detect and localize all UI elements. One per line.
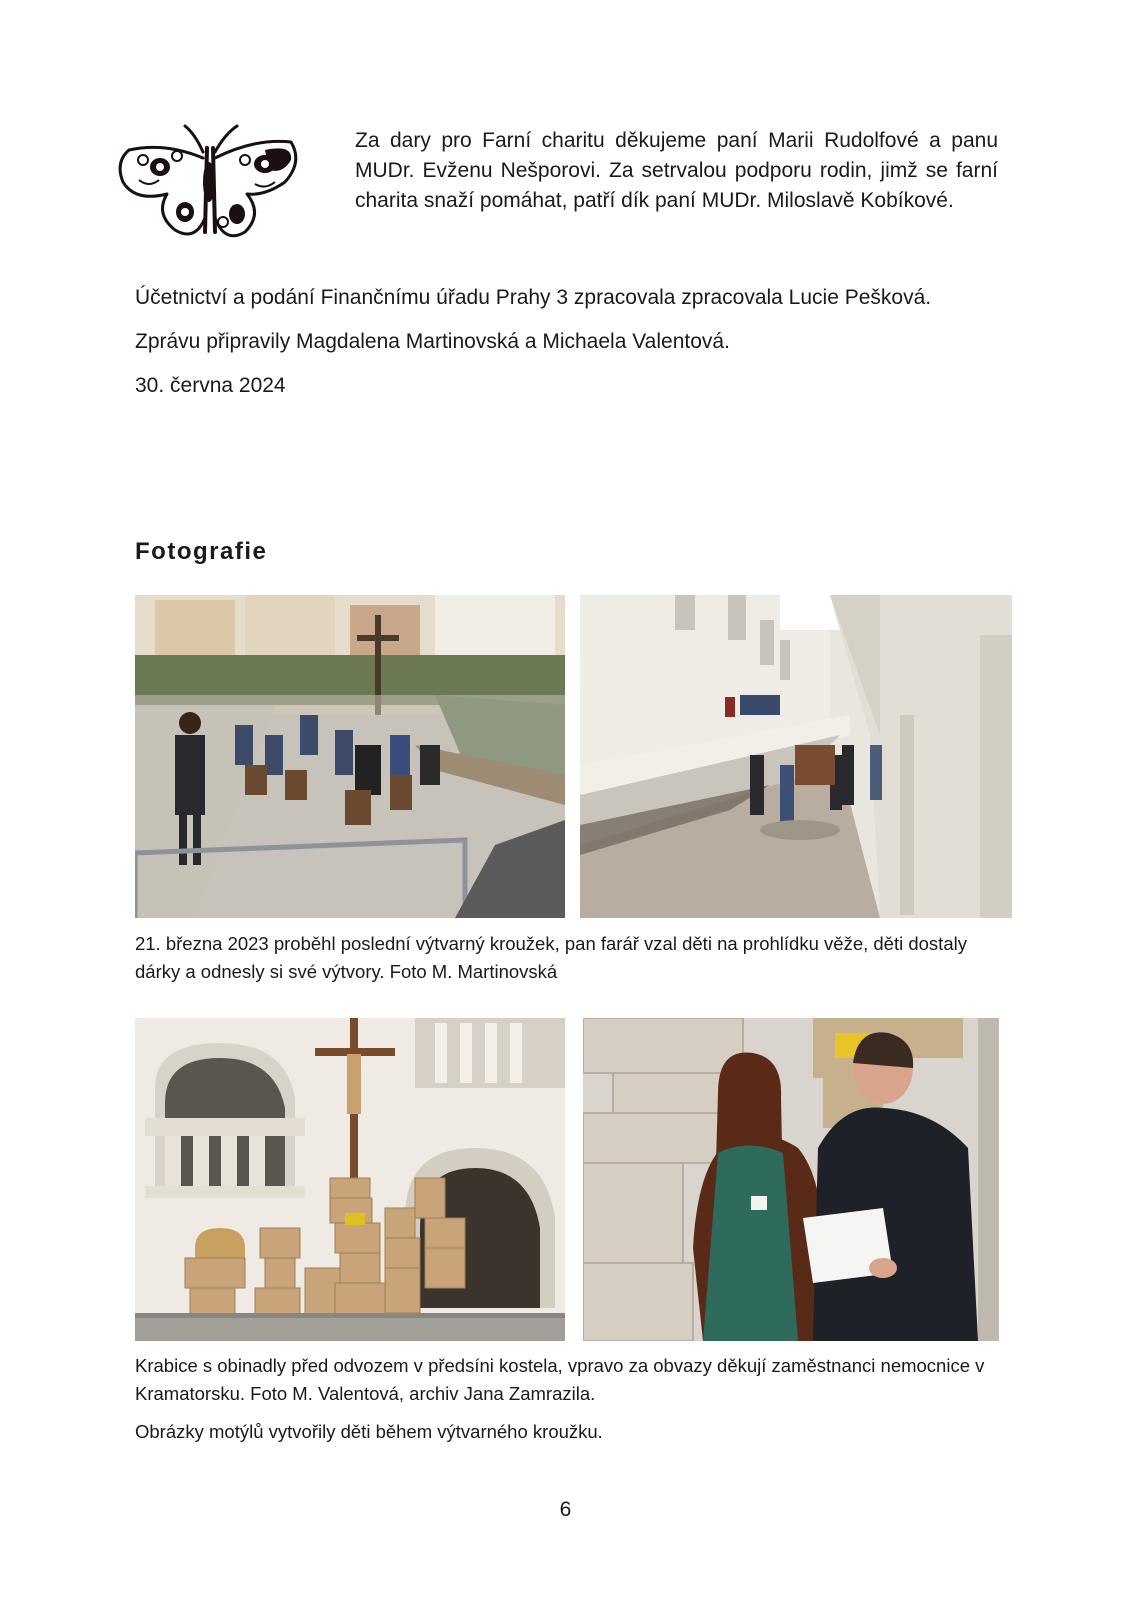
prepared-by-paragraph: Zprávu připravily Magdalena Martinovská a Michaela Valentová. [135, 330, 730, 353]
photo-boxes-foyer [135, 1018, 565, 1341]
photo-hospital-staff [583, 1018, 999, 1341]
date-paragraph: 30. června 2024 [135, 374, 286, 397]
photo-outdoor-group [135, 595, 565, 918]
accounting-paragraph: Účetnictví a podání Finančnímu úřadu Prahy 3 zpracovala zpracovala Lucie Pešková. [135, 286, 932, 309]
photo-caption-1: 21. března 2023 proběhl poslední výtvarný kroužek, pan farář vzal děti na prohlídku věže, děti dostaly dárky a odnesly si své výtvory. Foto M. Martinovská [135, 933, 967, 982]
thanks-paragraph: Za dary pro Farní charitu děkujeme paní Marii Rudolfové a panu MUDr. Evženu Nešporovi. Za setrvalou podporu rodin, jimž se farní charita snaží pomáhat, patří dík paní MUDr. Miloslavě Kobíkové. [355, 129, 998, 212]
page-number: 6 [559, 1498, 572, 1521]
photo-caption-2: Krabice s obinadly před odvozem v předsíni kostela, vpravo za obvazy děkují zaměstnanci nemocnice v Kramatorsku. Foto M. Valentová, archiv Jana Zamrazila. [135, 1355, 985, 1404]
section-heading: Fotografie [135, 538, 268, 565]
photo-interior-ramp [580, 595, 1012, 918]
butterfly-note: Obrázky motýlů vytvořily děti během výtvarného kroužku. [135, 1421, 603, 1442]
butterfly-drawing [115, 122, 300, 247]
